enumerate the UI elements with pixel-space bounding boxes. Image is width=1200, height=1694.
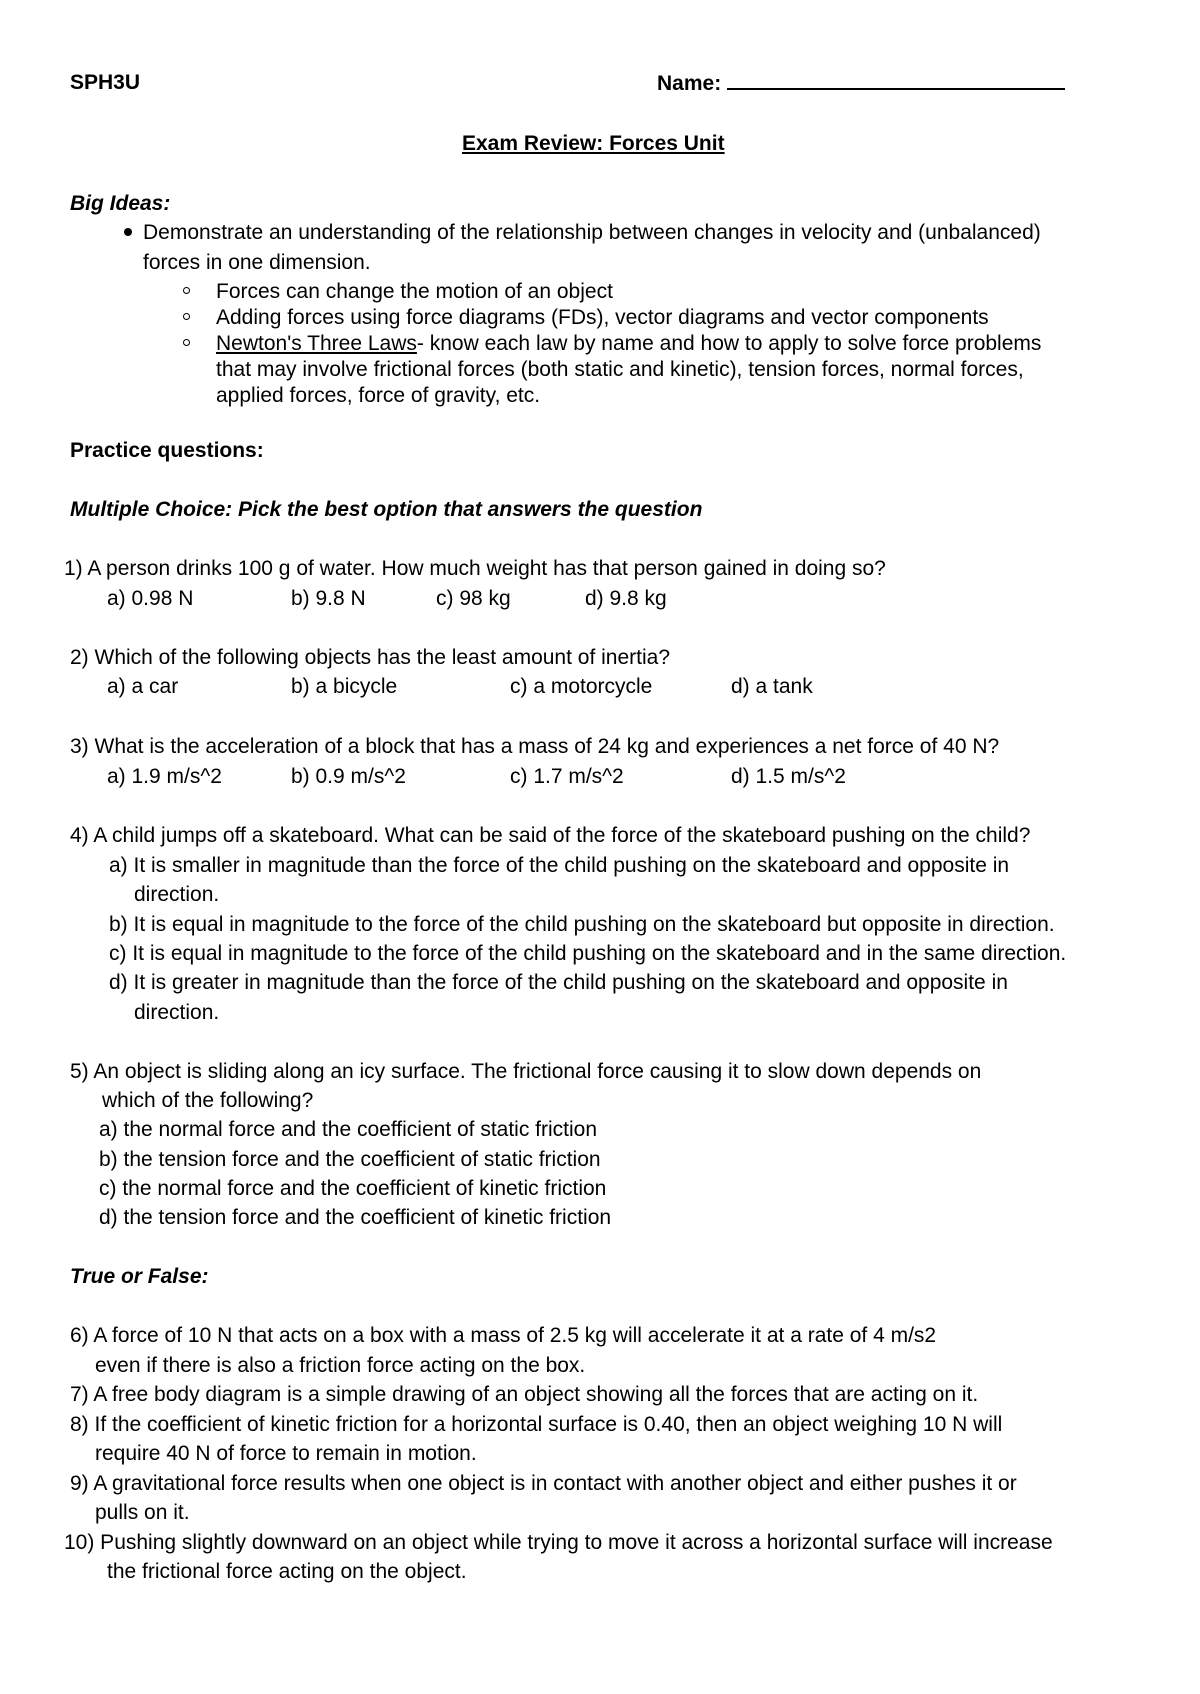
- q2-option-b: b) a bicycle: [291, 675, 398, 698]
- question-3: 3) What is the acceleration of a block that has a mass of 24 kg and experiences a net force of 40 N?: [70, 735, 1000, 758]
- q4-option-c: c) It is equal in magnitude to the force of the child pushing on the skateboard and in the same direction.: [109, 942, 1067, 965]
- tf-question-8-cont: require 40 N of force to remain in motion.: [95, 1442, 477, 1465]
- bullet-ring-icon: [183, 287, 190, 294]
- bullet-dot-icon: [124, 228, 132, 236]
- page-title: Exam Review: Forces Unit: [462, 132, 725, 155]
- tf-question-9-cont: pulls on it.: [95, 1501, 190, 1524]
- course-code: SPH3U: [70, 71, 141, 94]
- mc-heading: Multiple Choice: Pick the best option that answers the question: [70, 498, 703, 521]
- sub-idea-3-text: - know each law by name and how to apply to solve force problems: [416, 332, 1042, 355]
- tf-question-6: 6) A force of 10 N that acts on a box with a mass of 2.5 kg will accelerate it at a rate of 4 m/s2: [70, 1324, 937, 1347]
- tf-question-10: 10) Pushing slightly downward on an object while trying to move it across a horizontal surface will increase: [64, 1531, 1053, 1554]
- q4-option-d: d) It is greater in magnitude than the force of the child pushing on the skateboard and opposite in: [109, 971, 1008, 994]
- q4-option-d-cont: direction.: [134, 1001, 220, 1024]
- sub-idea-3-line-3: applied forces, force of gravity, etc.: [216, 384, 541, 407]
- big-idea-line-1: Demonstrate an understanding of the relationship between changes in velocity and (unbalanced): [143, 221, 1041, 244]
- q4-option-b: b) It is equal in magnitude to the force of the child pushing on the skateboard but opposite in direction.: [109, 913, 1055, 936]
- q2-option-a: a) a car: [107, 675, 179, 698]
- sub-idea-1: Forces can change the motion of an object: [216, 280, 613, 303]
- q1-option-d: d) 9.8 kg: [585, 587, 667, 610]
- q2-option-d: d) a tank: [731, 675, 813, 698]
- q1-option-b: b) 9.8 N: [291, 587, 366, 610]
- bullet-ring-icon: [183, 313, 190, 320]
- tf-question-7: 7) A free body diagram is a simple drawing of an object showing all the forces that are acting on it.: [70, 1383, 979, 1406]
- sub-idea-3-line-2: that may involve frictional forces (both static and kinetic), tension forces, normal forces,: [216, 358, 1024, 381]
- tf-question-6-cont: even if there is also a friction force acting on the box.: [95, 1354, 586, 1377]
- name-field: [657, 72, 1065, 94]
- question-5-cont: which of the following?: [102, 1089, 314, 1112]
- q5-option-b: b) the tension force and the coefficient of static friction: [99, 1148, 601, 1171]
- q3-option-a: a) 1.9 m/s^2: [107, 765, 222, 788]
- q3-option-b: b) 0.9 m/s^2: [291, 765, 406, 788]
- question-5: 5) An object is sliding along an icy surface. The frictional force causing it to slow down depends on: [70, 1060, 982, 1083]
- newtons-laws-link: Newton's Three Laws: [216, 332, 417, 355]
- q4-option-a-cont: direction.: [134, 883, 220, 906]
- bullet-ring-icon: [183, 339, 190, 346]
- tf-question-10-cont: the frictional force acting on the object.: [107, 1560, 467, 1583]
- question-4: 4) A child jumps off a skateboard. What can be said of the force of the skateboard pushing on the child?: [70, 824, 1031, 847]
- q5-option-a: a) the normal force and the coefficient of static friction: [99, 1118, 598, 1141]
- q5-option-d: d) the tension force and the coefficient of kinetic friction: [99, 1206, 612, 1229]
- q1-option-c: c) 98 kg: [436, 587, 511, 610]
- question-1: 1) A person drinks 100 g of water. How much weight has that person gained in doing so?: [64, 557, 886, 580]
- big-ideas-heading: Big Ideas:: [70, 192, 171, 215]
- q1-option-a: a) 0.98 N: [107, 587, 194, 610]
- question-2: 2) Which of the following objects has the least amount of inertia?: [70, 646, 670, 669]
- sub-idea-3: [216, 333, 1041, 354]
- q2-option-c: c) a motorcycle: [510, 675, 653, 698]
- sub-idea-2: Adding forces using force diagrams (FDs), vector diagrams and vector components: [216, 306, 989, 329]
- q4-option-a: a) It is smaller in magnitude than the force of the child pushing on the skateboard and opposite in: [109, 854, 1010, 877]
- big-idea-line-2: forces in one dimension.: [143, 251, 371, 274]
- name-blank-line: [727, 72, 1065, 90]
- name-label: Name:: [657, 72, 722, 95]
- practice-heading: Practice questions:: [70, 439, 264, 462]
- tf-question-8: 8) If the coefficient of kinetic friction for a horizontal surface is 0.40, then an object weighing 10 N will: [70, 1413, 1003, 1436]
- tf-heading: True or False:: [70, 1265, 209, 1288]
- q5-option-c: c) the normal force and the coefficient of kinetic friction: [99, 1177, 607, 1200]
- tf-question-9: 9) A gravitational force results when one object is in contact with another object and either pushes it or: [70, 1472, 1017, 1495]
- q3-option-d: d) 1.5 m/s^2: [731, 765, 846, 788]
- q3-option-c: c) 1.7 m/s^2: [510, 765, 624, 788]
